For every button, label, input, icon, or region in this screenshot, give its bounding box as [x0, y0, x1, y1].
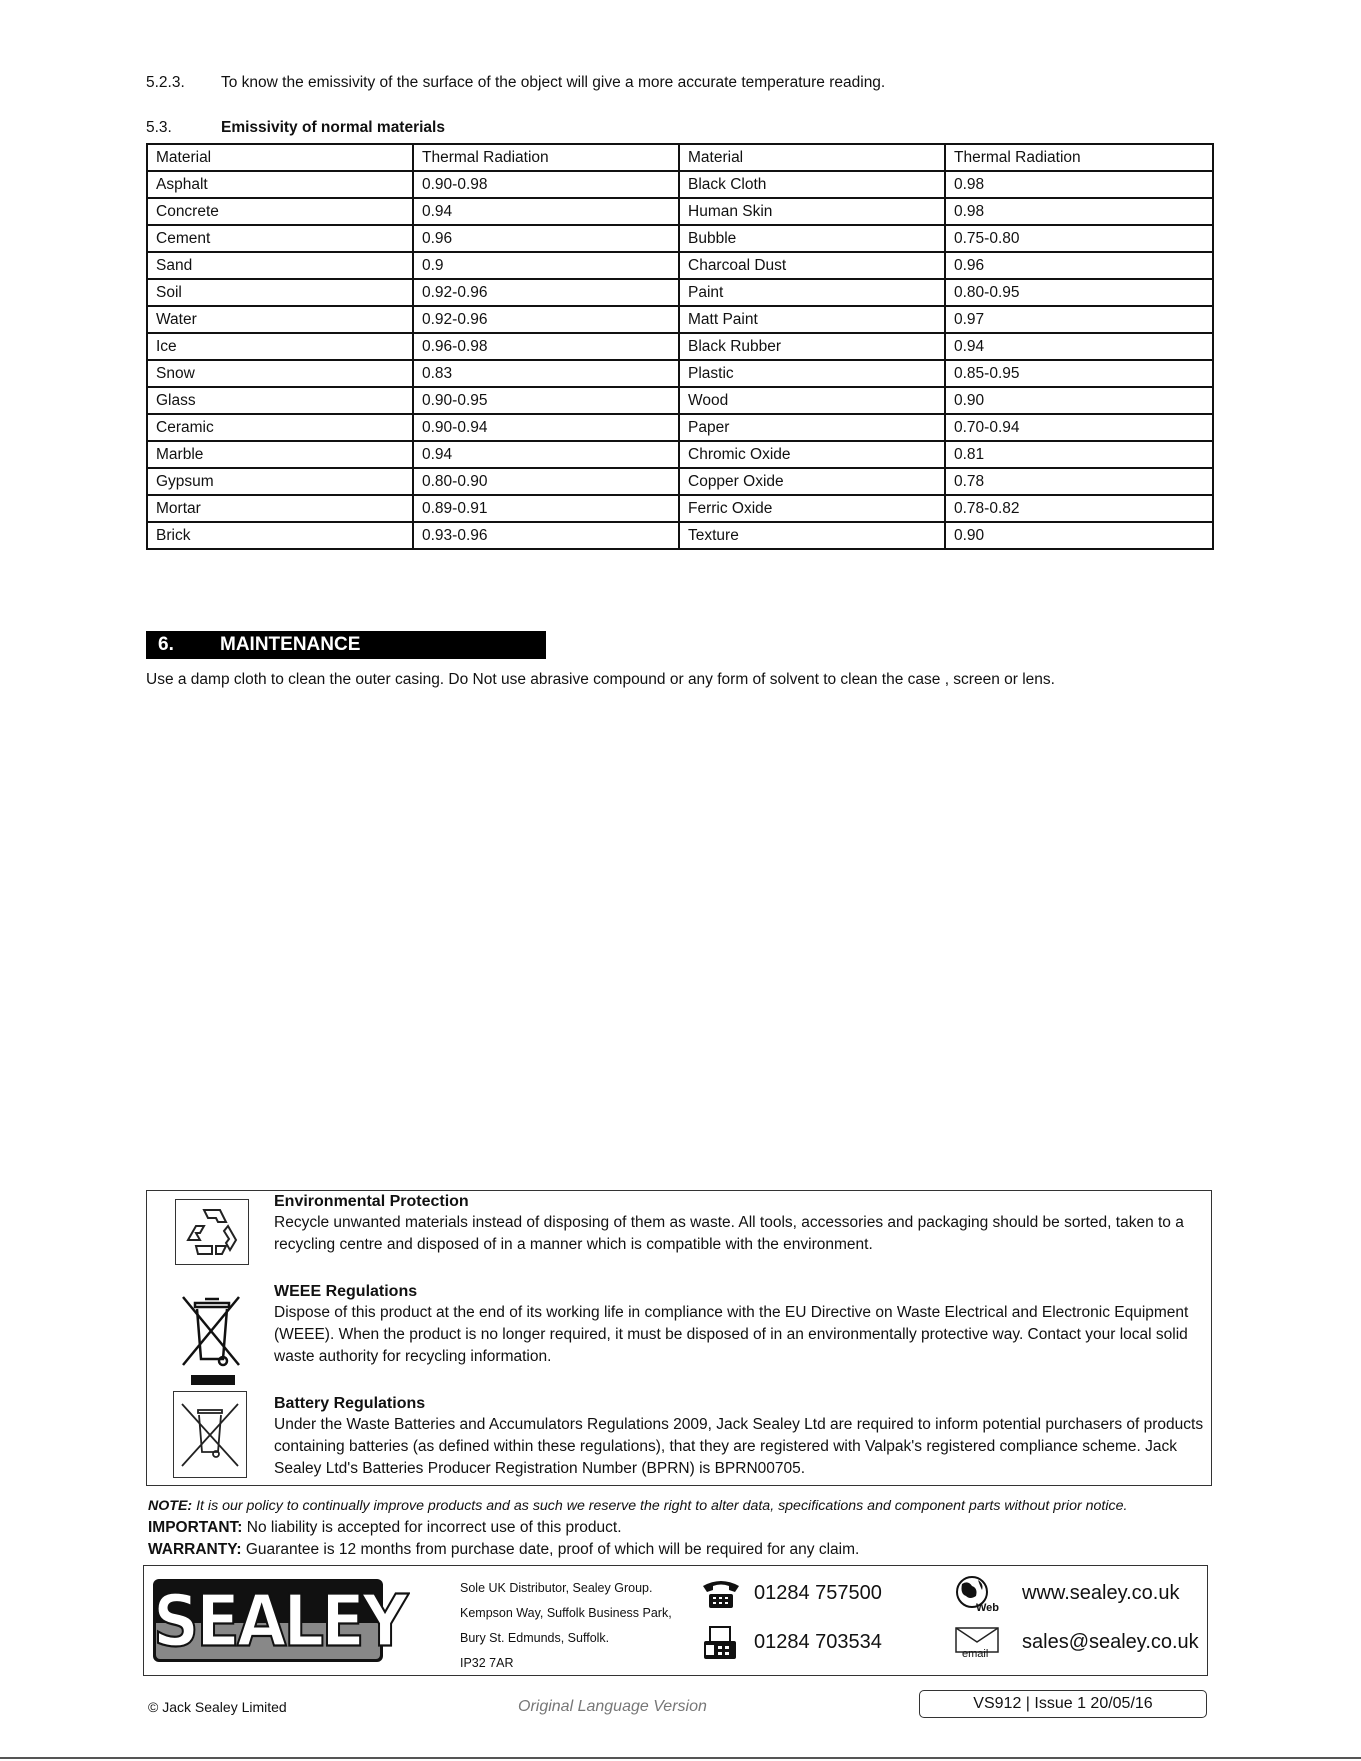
- thermal-radiation-cell: 0.94: [945, 333, 1213, 360]
- material-cell: Ice: [147, 333, 413, 360]
- section-5-3-heading: [146, 119, 445, 137]
- section-5-2-3: [146, 74, 885, 92]
- battery-bin-icon: [173, 1391, 247, 1478]
- language-version: Original Language Version: [518, 1698, 707, 1715]
- thermal-radiation-cell: 0.94: [413, 441, 679, 468]
- bottom-rule: [0, 1757, 1361, 1759]
- thermal-radiation-cell: 0.97: [945, 306, 1213, 333]
- table-row: [147, 495, 1213, 522]
- env-protection-text: Recycle unwanted materials instead of disposing of them as waste. All tools, accessories and packaging should be sorted, taken to a recycling centre and disposed of in a manner which is compatible with the environment.: [274, 1214, 1184, 1253]
- important-line: [148, 1519, 622, 1537]
- table-row: [147, 387, 1213, 414]
- thermal-radiation-cell: 0.78: [945, 468, 1213, 495]
- maintenance-text: Use a damp cloth to clean the outer casing. Do Not use abrasive compound or any form of solvent to clean the case , screen or lens.: [146, 671, 1055, 688]
- table-row: [147, 225, 1213, 252]
- table-row: [147, 360, 1213, 387]
- thermal-radiation-cell: 0.78-0.82: [945, 495, 1213, 522]
- material-cell: Soil: [147, 279, 413, 306]
- material-cell: Asphalt: [147, 171, 413, 198]
- section-title: Emissivity of normal materials: [221, 119, 445, 136]
- material-cell: Glass: [147, 387, 413, 414]
- table-header-row: [147, 144, 1213, 171]
- material-cell: Copper Oxide: [679, 468, 945, 495]
- thermal-radiation-cell: 0.93-0.96: [413, 522, 679, 549]
- material-cell: Cement: [147, 225, 413, 252]
- material-cell: Ferric Oxide: [679, 495, 945, 522]
- table-row: [147, 171, 1213, 198]
- material-cell: Sand: [147, 252, 413, 279]
- thermal-radiation-cell: 0.81: [945, 441, 1213, 468]
- recycle-icon: [175, 1199, 249, 1265]
- warranty-text: Guarantee is 12 months from purchase date, proof of which will be required for any claim.: [245, 1541, 860, 1558]
- important-text: No liability is accepted for incorrect use of this product.: [246, 1519, 622, 1536]
- thermal-radiation-cell: 0.80-0.90: [413, 468, 679, 495]
- issue-box: VS912 | Issue 1 20/05/16: [919, 1690, 1207, 1718]
- thermal-radiation-cell: 0.92-0.96: [413, 306, 679, 333]
- email-icon-label: email: [962, 1648, 989, 1660]
- table-row: [147, 198, 1213, 225]
- maintenance-heading: [146, 631, 546, 659]
- material-cell: Black Rubber: [679, 333, 945, 360]
- thermal-radiation-cell: 0.90-0.95: [413, 387, 679, 414]
- material-cell: Paper: [679, 414, 945, 441]
- thermal-radiation-cell: 0.96: [413, 225, 679, 252]
- section-number: 5.2.3.: [146, 74, 185, 91]
- warranty-line: [148, 1541, 859, 1559]
- globe-icon: [952, 1574, 1008, 1620]
- thermal-radiation-cell: 0.70-0.94: [945, 414, 1213, 441]
- thermal-radiation-cell: 0.96-0.98: [413, 333, 679, 360]
- thermal-radiation-cell: 0.90: [945, 522, 1213, 549]
- table-row: [147, 279, 1213, 306]
- footer-box: [143, 1565, 1208, 1676]
- web-icon-label: Web: [976, 1602, 1000, 1614]
- thermal-radiation-cell: 0.90-0.98: [413, 171, 679, 198]
- note-label: NOTE:: [148, 1498, 193, 1514]
- note-line: [148, 1498, 1127, 1514]
- fax-icon: [700, 1623, 740, 1668]
- table-row: [147, 306, 1213, 333]
- fax-number[interactable]: 01284 703534: [754, 1631, 882, 1653]
- address-line: Bury St. Edmunds, Suffolk.: [460, 1631, 610, 1645]
- material-cell: Plastic: [679, 360, 945, 387]
- email-link[interactable]: sales@sealey.co.uk: [1022, 1631, 1199, 1653]
- envelope-icon: [954, 1626, 1002, 1666]
- material-cell: Texture: [679, 522, 945, 549]
- battery-title: Battery Regulations: [274, 1395, 426, 1412]
- material-cell: Gypsum: [147, 468, 413, 495]
- section-number: 5.3.: [146, 119, 172, 136]
- column-header: Thermal Radiation: [413, 144, 679, 171]
- address-block: [460, 1576, 672, 1676]
- column-header: Material: [679, 144, 945, 171]
- material-cell: Ceramic: [147, 414, 413, 441]
- material-cell: Charcoal Dust: [679, 252, 945, 279]
- column-header: Material: [147, 144, 413, 171]
- thermal-radiation-cell: 0.9: [413, 252, 679, 279]
- thermal-radiation-cell: 0.90: [945, 387, 1213, 414]
- emissivity-table: [146, 143, 1214, 550]
- battery-text: Under the Waste Batteries and Accumulators Regulations 2009, Jack Sealey Ltd are required to inform potential purchasers of products containing batteries (as defined within these regulations), that they are registered with Valpak's registered compliance scheme. Jack Sealey Ltd's Batteries Producer Registration Number (BPRN) is BPRN00705.: [274, 1416, 1204, 1477]
- thermal-radiation-cell: 0.75-0.80: [945, 225, 1213, 252]
- thermal-radiation-cell: 0.83: [413, 360, 679, 387]
- weee-title: WEEE Regulations: [274, 1283, 418, 1300]
- section-number: 6.: [158, 634, 174, 655]
- table-row: [147, 522, 1213, 549]
- table-row: [147, 333, 1213, 360]
- logo-text: SEALEY: [153, 1580, 406, 1664]
- thermal-radiation-cell: 0.85-0.95: [945, 360, 1213, 387]
- thermal-radiation-cell: 0.90-0.94: [413, 414, 679, 441]
- address-line: IP32 7AR: [460, 1656, 514, 1670]
- thermal-radiation-cell: 0.98: [945, 198, 1213, 225]
- address-line: Sole UK Distributor, Sealey Group.: [460, 1581, 653, 1595]
- thermal-radiation-cell: 0.89-0.91: [413, 495, 679, 522]
- weee-text: Dispose of this product at the end of its working life in compliance with the EU Directive on Waste Electrical and Electronic Equipment (WEEE). When the product is no longer required, it must be disposed of in an environmentally protective way. Contact your local solid waste authority for recycling information.: [274, 1304, 1189, 1365]
- material-cell: Black Cloth: [679, 171, 945, 198]
- thermal-radiation-cell: 0.96: [945, 252, 1213, 279]
- material-cell: Snow: [147, 360, 413, 387]
- thermal-radiation-cell: 0.98: [945, 171, 1213, 198]
- material-cell: Bubble: [679, 225, 945, 252]
- material-cell: Human Skin: [679, 198, 945, 225]
- material-cell: Brick: [147, 522, 413, 549]
- website-link[interactable]: www.sealey.co.uk: [1022, 1582, 1180, 1604]
- material-cell: Paint: [679, 279, 945, 306]
- telephone-icon: [699, 1576, 743, 1617]
- thermal-radiation-cell: 0.94: [413, 198, 679, 225]
- material-cell: Concrete: [147, 198, 413, 225]
- material-cell: Matt Paint: [679, 306, 945, 333]
- table-row: [147, 414, 1213, 441]
- important-label: IMPORTANT:: [148, 1519, 243, 1536]
- table-row: [147, 252, 1213, 279]
- environmental-box: [146, 1190, 1212, 1486]
- section-text: To know the emissivity of the surface of the object will give a more accurate temperature reading.: [221, 74, 886, 91]
- thermal-radiation-cell: 0.92-0.96: [413, 279, 679, 306]
- warranty-label: WARRANTY:: [148, 1541, 242, 1558]
- material-cell: Wood: [679, 387, 945, 414]
- thermal-radiation-cell: 0.80-0.95: [945, 279, 1213, 306]
- table-row: [147, 468, 1213, 495]
- material-cell: Mortar: [147, 495, 413, 522]
- column-header: Thermal Radiation: [945, 144, 1213, 171]
- phone-number[interactable]: 01284 757500: [754, 1582, 882, 1604]
- sealey-logo: [153, 1579, 406, 1664]
- section-title: MAINTENANCE: [220, 634, 361, 655]
- material-cell: Chromic Oxide: [679, 441, 945, 468]
- crossed-bin-icon: [179, 1291, 245, 1387]
- material-cell: Marble: [147, 441, 413, 468]
- env-protection-title: Environmental Protection: [274, 1193, 469, 1210]
- copyright: © Jack Sealey Limited: [148, 1699, 287, 1715]
- material-cell: Water: [147, 306, 413, 333]
- table-row: [147, 441, 1213, 468]
- note-text: It is our policy to continually improve products and as such we reserve the right to alter data, specifications and component parts without prior notice.: [196, 1498, 1128, 1514]
- address-line: Kempson Way, Suffolk Business Park,: [460, 1606, 672, 1620]
